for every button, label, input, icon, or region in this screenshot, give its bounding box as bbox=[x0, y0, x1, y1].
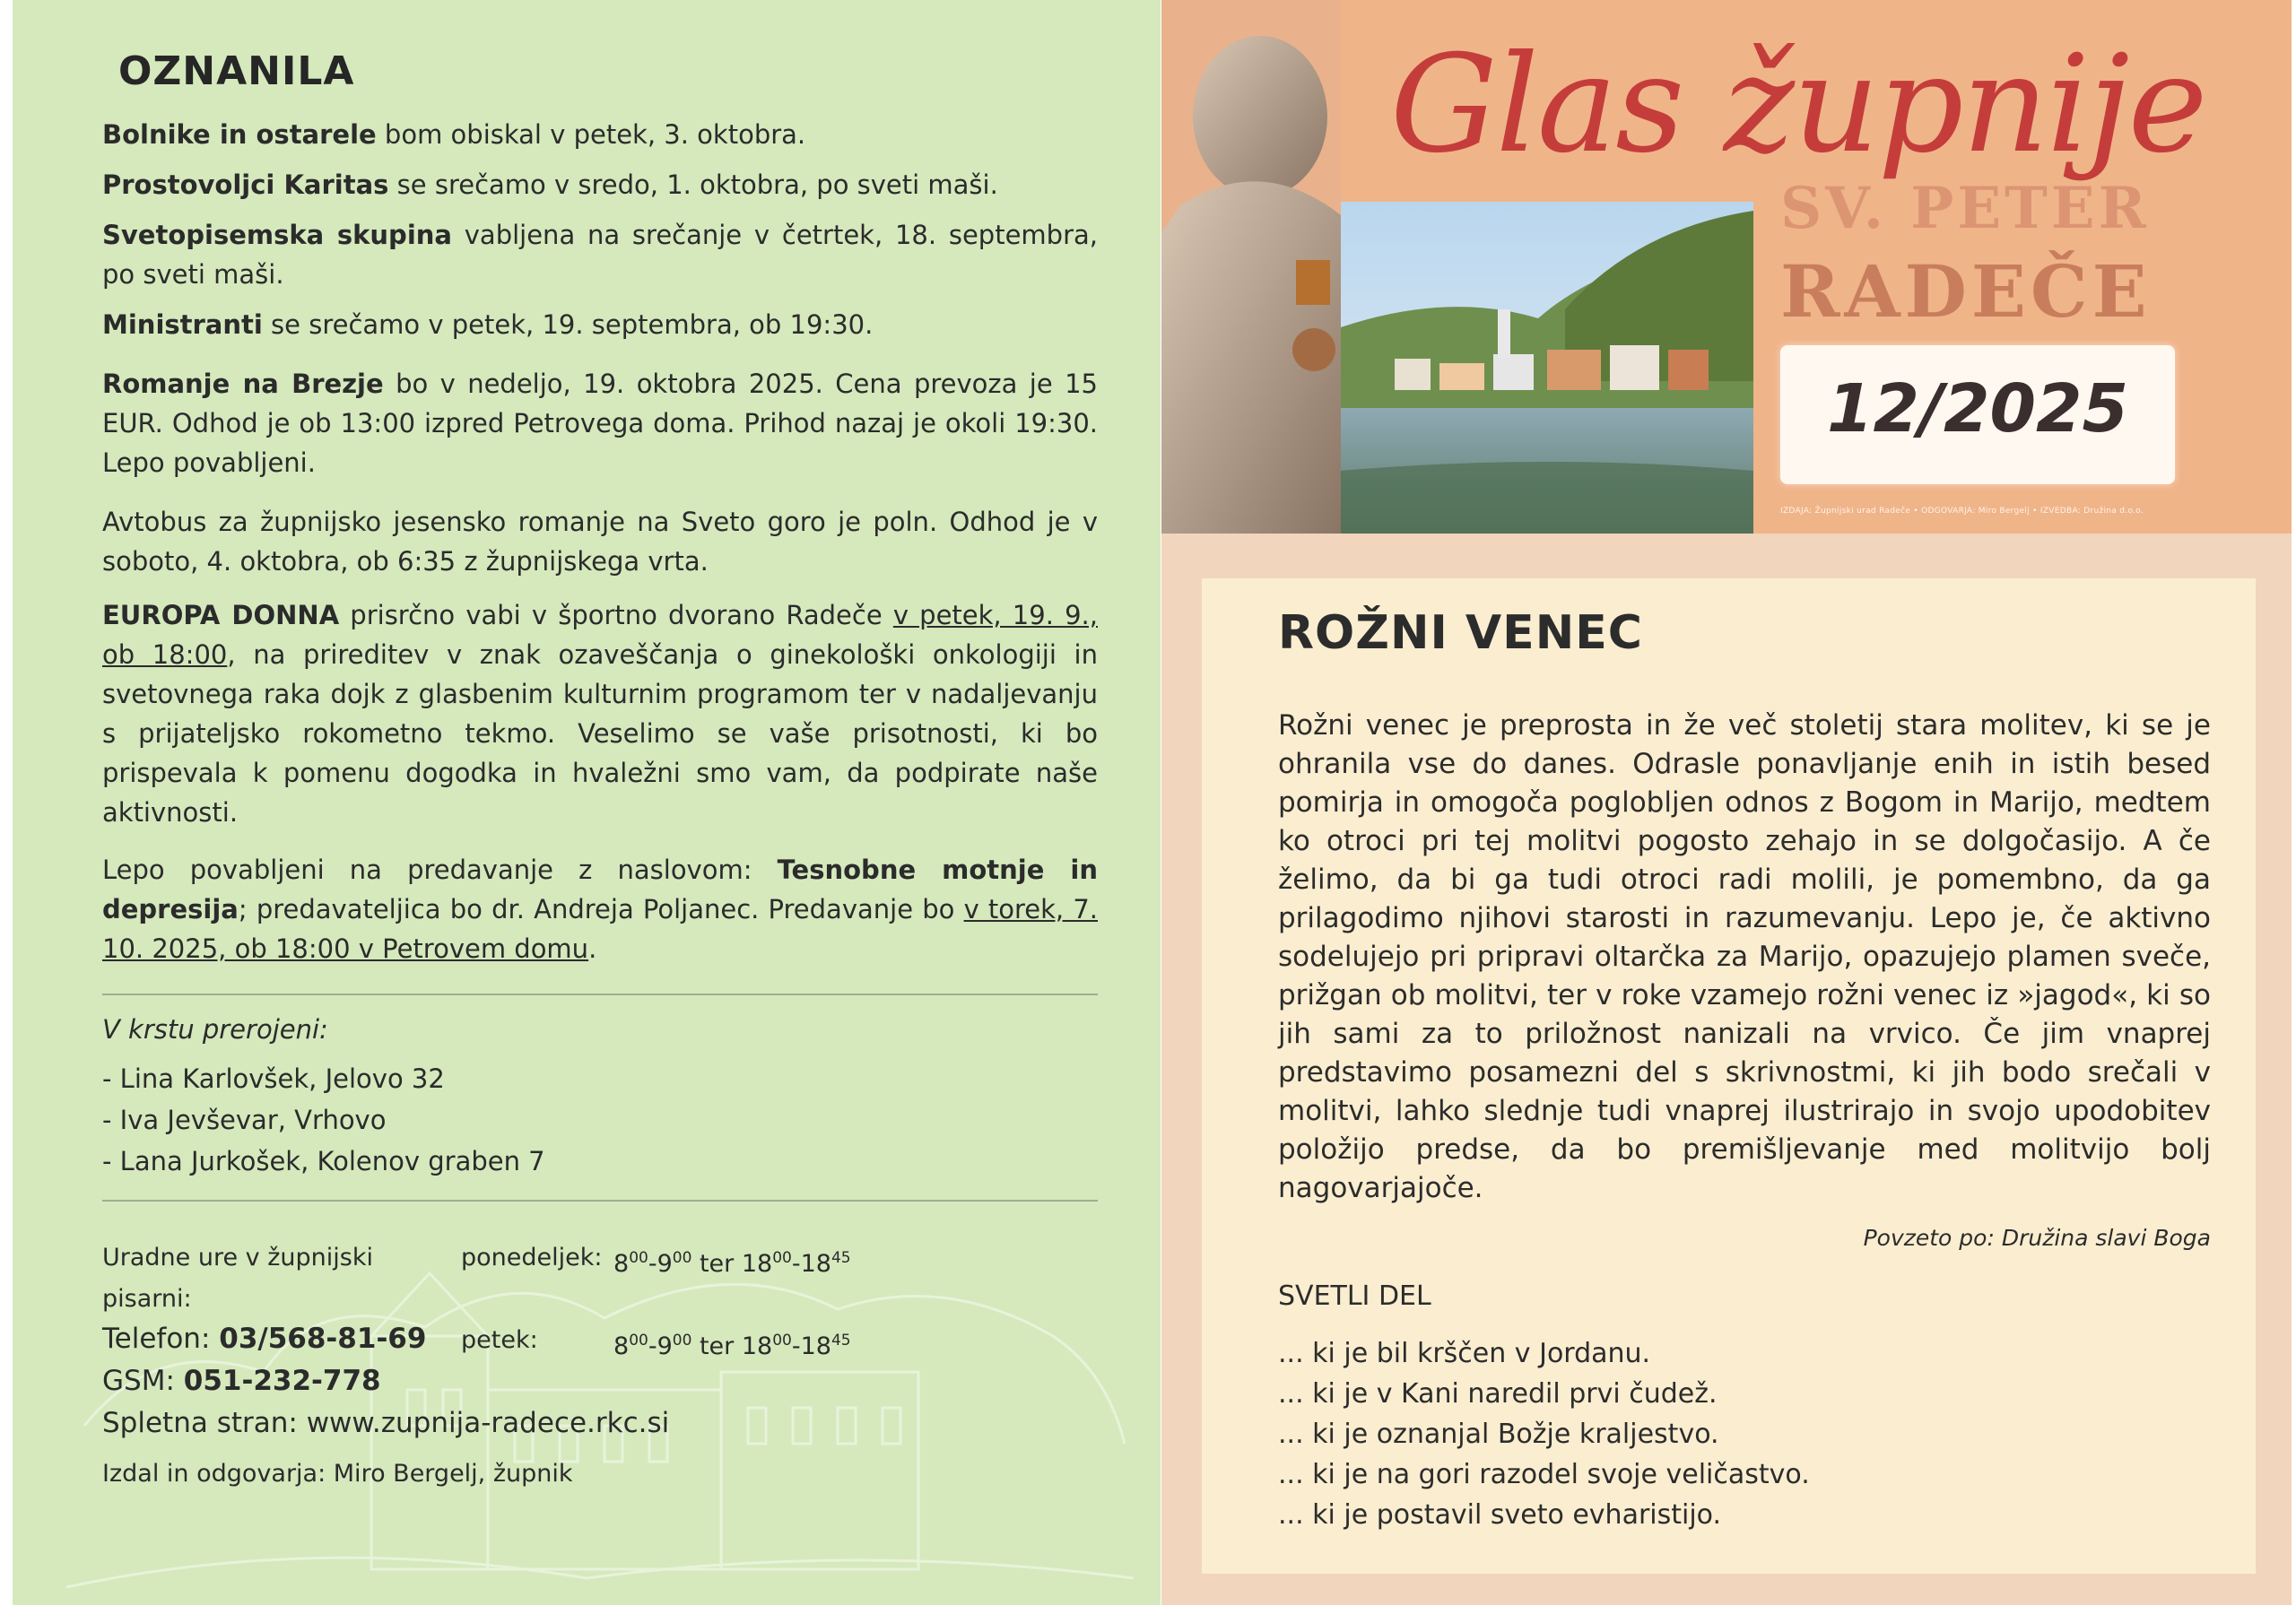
announcement-bible-group: Svetopisemska skupina vabljena na srečanje v četrtek, 18. septembra, po sveti maši. bbox=[102, 220, 1098, 290]
announcement-altar-servers: Ministranti se srečamo v petek, 19. septembra, ob 19:30. bbox=[102, 309, 874, 340]
saint-peter-statue-image bbox=[1161, 0, 1341, 534]
announcement-caritas: Prostovoljci Karitas se srečamo v sredo, 1. oktobra, po sveti maši. bbox=[102, 169, 998, 200]
announcement-sick: Bolnike in ostarele bom obiskal v petek, 3. oktobra. bbox=[102, 119, 806, 150]
mystery-item: ... ki je v Kani naredil prvi čudež. bbox=[1278, 1378, 1718, 1410]
parish-name: SV. PETER bbox=[1780, 175, 2150, 242]
baptism-list bbox=[102, 1058, 1098, 1182]
issue-box bbox=[1780, 345, 2175, 484]
mystery-item: ... ki je bil krščen v Jordanu. bbox=[1278, 1338, 1651, 1369]
office-time: $8^{00}-9^{00}$ ter $18^{00}-18^{45}$ bbox=[613, 1249, 851, 1278]
article-body: Rožni venec je preprosta in že več stoletij stara molitev, ki se je ohranila vse do danes. Odrasle ponavljanje enih in istih besed pomirja in omogoča poglobljen odnos z Bogom in Marijo, medtem ko otroci pri tej molitvi pogosto zehajo in se dolgočasijo. A če želimo, da bi ga tudi otroci radi molili, je pomembno, da ga prilagodimo njihovi starosti in razumevanju. Lepo je, če aktivno sodelujejo pri pripravi oltarčka za Marijo, opazujejo plamen sveče, prižgan ob molitvi, ter v roke vzamejo rožni venec iz »jagod«, ki so jih sami za to priložnost nanizali na vrvico. Če jim vnaprej predstavimo posamezni del s skrivnostmi, ki jih bodo srečali v molitvi, lahko slednje tudi vnaprej ilustrirajo in svojo upodobitev položijo predse, da bo premišljevanje med molitvijo bolj nagovarjajoče. bbox=[1278, 709, 2211, 1204]
office-time: $8^{00}-9^{00}$ ter $18^{00}-18^{45}$ bbox=[613, 1332, 851, 1360]
issue-number: 12/2025 bbox=[1827, 370, 2128, 447]
baptism-item: - Lana Jurkošek, Kolenov graben 7 bbox=[102, 1146, 545, 1176]
masthead bbox=[1161, 0, 2292, 534]
announcements-title: OZNANILA bbox=[118, 48, 355, 94]
article-source: Povzeto po: Družina slavi Boga bbox=[1863, 1225, 2211, 1251]
office-day: ponedeljek: bbox=[461, 1244, 603, 1271]
parish-town: RADEČE bbox=[1780, 249, 2152, 334]
newsletter-title: Glas župnije bbox=[1390, 27, 2206, 183]
europa-donna-notice: EUROPA DONNA prisrčno vabi v športno dvorano Radeče v petek, 19. 9., ob 18:00, na prireditev v znak ozaveščanja o ginekološki onkologiji in svetovnega raka dojk z glasbenim kulturnim programom ter v nadaljevanju s prijateljsko rokometno tekmo. Veselimo se vaše prisotnosti, ki bo prispevala k pomenu dogodka in hvaležni smo vam, da podpirate naše aktivnosti. bbox=[102, 600, 1098, 828]
town-landscape-image bbox=[1341, 202, 1753, 534]
article-title: ROŽNI VENEC bbox=[1278, 606, 1643, 660]
announcement-pilgrimage: Romanje na Brezje bo v nedeljo, 19. oktobra 2025. Cena prevoza je 15 EUR. Odhod je ob 13:00 izpred Petrovega doma. Prihod nazaj je okoli 19:30. Lepo povabljeni. bbox=[102, 369, 1098, 478]
mystery-item: ... ki je oznanjal Božje kraljestvo. bbox=[1278, 1419, 1719, 1450]
lecture-notice: Lepo povabljeni na predavanje z naslovom: Tesnobne motnje in depresija; predavateljica bo dr. Andreja Poljanec. Predavanje bo v torek, 7. 10. 2025, ob 18:00 v Petrovem domu. bbox=[102, 855, 1099, 964]
announcements-panel bbox=[13, 0, 1161, 1605]
baptism-item: - Iva Jevševar, Vrhovo bbox=[102, 1105, 387, 1135]
divider bbox=[102, 1200, 1098, 1202]
baptism-item: - Lina Karlovšek, Jelovo 32 bbox=[102, 1063, 445, 1094]
contacts bbox=[102, 1318, 669, 1445]
phone-line: Telefon: 03/568-81-69 bbox=[102, 1323, 427, 1355]
website-link[interactable]: www.zupnija-radece.rkc.si bbox=[306, 1407, 670, 1439]
bus-notice: Avtobus za župnijsko jesensko romanje na Sveto goro je poln. Odhod je v soboto, 4. oktobra, ob 6:35 z župnijskega vrta. bbox=[102, 507, 1098, 577]
website-line: Spletna stran: www.zupnija-radece.rkc.si bbox=[102, 1407, 670, 1439]
gsm-line: GSM: 051-232-778 bbox=[102, 1365, 381, 1397]
baptism-title: V krstu prerojeni: bbox=[102, 1014, 328, 1045]
office-day: petek: bbox=[461, 1326, 538, 1354]
divider bbox=[102, 994, 1098, 995]
article-card bbox=[1202, 578, 2256, 1574]
publisher: Izdal in odgovarja: Miro Bergelj, župnik bbox=[102, 1460, 573, 1488]
section-title: SVETLI DEL bbox=[1278, 1280, 1431, 1312]
newsletter-panel bbox=[1161, 0, 2292, 1605]
mysteries-list bbox=[1278, 1333, 2211, 1535]
mystery-item: ... ki je na gori razodel svoje veličastvo. bbox=[1278, 1459, 1810, 1490]
mystery-item: ... ki je postavil sveto evharistijo. bbox=[1278, 1499, 1722, 1531]
masthead-credits: IZDAJA: Župnijski urad Radeče • ODGOVARJA: Miro Bergelj • IZVEDBA: Družina d.o.o. bbox=[1780, 507, 2144, 516]
office-hours-label: Uradne ure v župnijski pisarni: bbox=[102, 1244, 373, 1313]
